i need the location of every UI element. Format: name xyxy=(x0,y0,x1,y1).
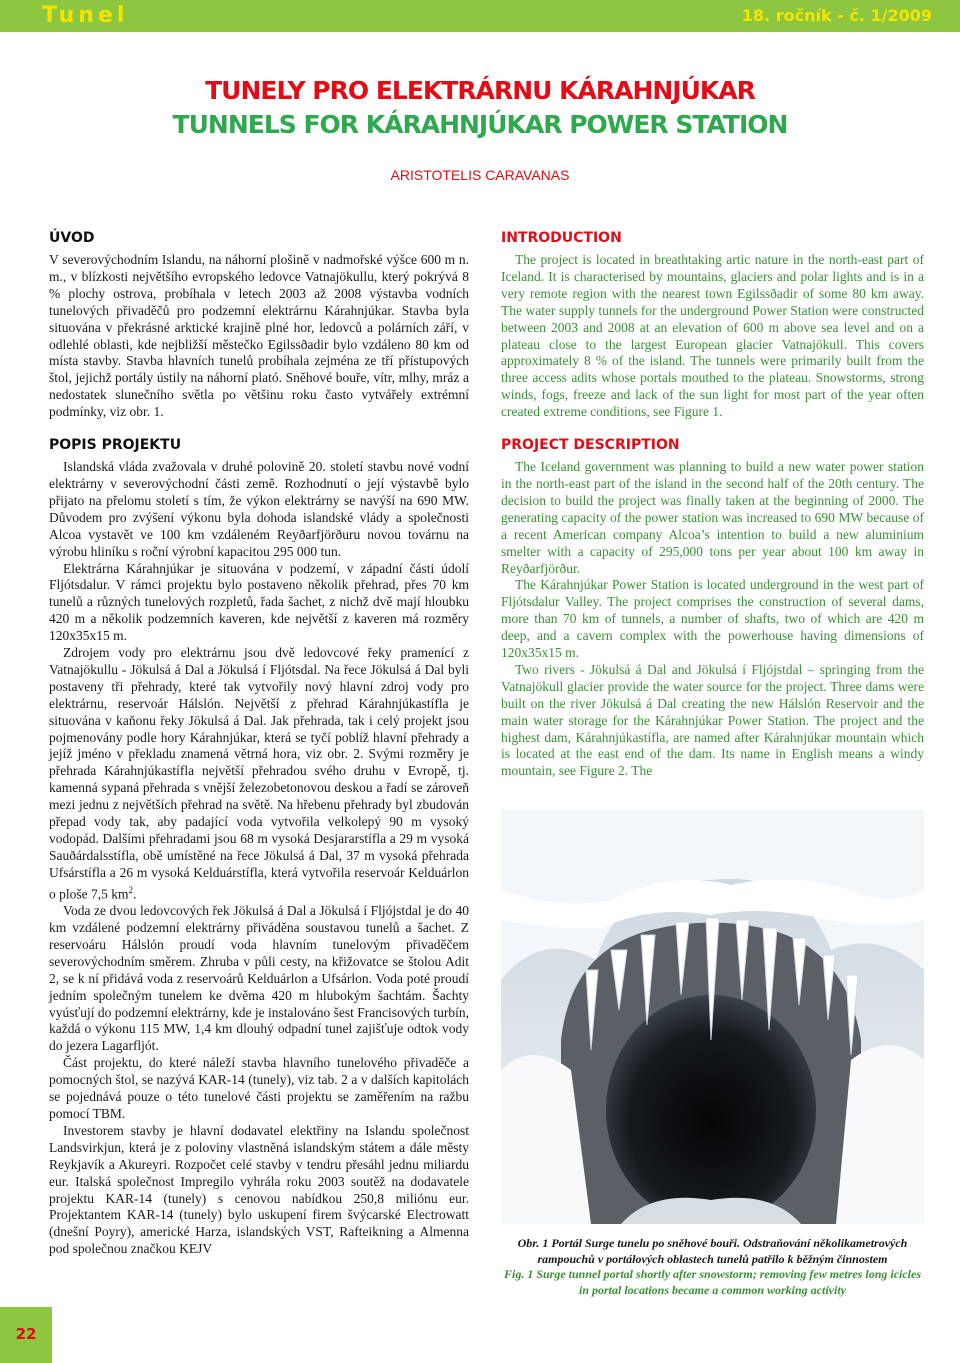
superscript: 2 xyxy=(128,884,133,895)
article-title-czech: TUNELY PRO ELEKTRÁRNU KÁRAHNJÚKAR xyxy=(205,76,755,105)
intro-heading-cz: ÚVOD xyxy=(49,230,95,246)
paragraph-cz: Elektrárna Kárahnjúkar je situována v podzemí, v západní části údolí Fljótsdalur. V rámci projektu bylo postaveno několik přehrad, přes 70 km tunelů a různých tunelových rozpletů, řada šachet, z nichž dvě mají hloubku 420 m a několik podzemních kaveren, kde největší z kaveren má rozměry 120x35x15 m. xyxy=(49,560,469,644)
project-heading-en: PROJECT DESCRIPTION xyxy=(501,437,680,454)
paragraph-en: Two rivers - Jökulsá á Dal and Jökulsá í Fljójstdal – springing from the Vatnajökull glacier provide the water source for the project. Three dams were built on the river Jökulsá á Dal creating the new Hálslón Reservoir and the main water storage for the Kárahnjúkar Power Station. The project and the highest dam, Kárahnjúkastífla, are named after Kárahnjúkar mountain which is located at the east end of the dam. Its name in English means a windy mountain, see Figure 2. The xyxy=(501,661,924,779)
figure-caption-cz: Obr. 1 Portál Surge tunelu po sněhové bouři. Odstraňování několikametrových rampouchů v portálových oblastech tunelů patřilo k běžným činnostem xyxy=(517,1236,908,1266)
paragraph-cz: Islandská vláda zvažovala v druhé polovině 20. století stavbu nové vodní elektrárny v severovýchodní části země. Rozhodnutí o její výstavbě bylo přijato na přelomu století s tím, že výkon elektrárny se navýší na 690 MW. Důvodem pro zvýšení výkonu byla dohoda islandské vlády a společnosti Alcoa vystavět ve 100 km vzdáleném Reyðarfjörðuru novou továrnu na výrobu hliníku s roční výrobní kapacitou 295 000 tun. xyxy=(49,459,469,559)
paragraph-en: The Iceland government was planning to build a new water power station in the north-east part of the island in the second half of the 20th century. The decision to build the project was finally taken at the beginning of 2000. The generating capacity of the power station was increased to 690 MW because of a recent American company Alcoa’s intention to build a new aluminium smelter with a capacity of 295,000 tons per year about 100 km away in Reyðarfjörður. xyxy=(501,459,924,576)
paragraph-cz: Část projektu, do které náleží stavba hlavního tunelového přivaděče a pomocných štol, se nazývá KAR-14 (tunely), viz tab. 2 a v dalších kapitolách se pojednává pouze o této tunelové části projektu se zaměřením na ražbu pomocí TBM. xyxy=(49,1055,469,1121)
paragraph-en: The Kárahnjúkar Power Station is located underground in the west part of Fljótsdalur Valley. The project comprises the construction of several dams, more than 70 km of tunnels, a number of shafts, two of which are 420 m deep, and a cavern complex with the powerhouse having dimensions of 120x35x15 m. xyxy=(501,577,924,661)
paragraph-cz: Zdrojem vody pro elektrárnu jsou dvě ledovcové řeky pramenící z Vatnajökullu - Jökulsá á Dal a Jökulsá í Fljótsdal. Na řece Jökulsá á Dal byli postaveny tři přehrady, které tak vytvořily nový hlavní zdroj vody pro elektrárnu, reservoár Hálslón. Největší z přehrad Kárahnjúkastífla je situována v kaňonu řeky Jökulsá á Dal. Jak přehrada, tak i celý projekt jsou pojmenovány podle hory Kárahnjúkar, která se tyčí poblíž hlavní přehrady a jejíž jméno v překladu znamená větrná hora, viz obr. 2. Svými rozměry je přehrada Kárahnjúkastífla největší přehradou svého druhu v Evropě, tj. kamenná sypaná přehrada s vnější železobetonovou deskou a řadí se zároveň mezi jednu z největších přehrad na světě. Na hřebenu přehrady byl zbudován přepad vody tak, aby padající voda vytvořila velkolepý 90 m vysoký vodopád. Dalšími přehradami jsou 68 m vysoká Desjararstífla a 29 m vysoká Sauðárdalsstífla, obě umístěné na řece Jökulsá á Dal, 37 m vysoká přehrada Ufsárstífla a 26 m vysoká Kelduárstífla, která vytvořila reservoár Kelduárlon o ploše 7,5 $km^2$. xyxy=(49,645,469,902)
tunnel-portal-illustration xyxy=(501,810,924,1224)
author: ARISTOTELIS CARAVANAS xyxy=(390,167,570,183)
issue-label: 18. ročník - č. 1/2009 xyxy=(741,6,932,25)
magazine-logo: Tunel xyxy=(42,3,129,28)
tunnel-portal-photo xyxy=(501,810,924,1224)
figure-caption xyxy=(501,1236,924,1298)
intro-paragraph-en: The project is located in breathtaking artic nature in the north-east part of Iceland. It is characterised by mountains, glaciers and polar lights and is in a very remote region with the nearest town Egilssðadir of some 80 km away. The water supply tunnels for the underground Power Station were constructed between 2003 and 2008 at an elevation of 600 m above sea level and on a plateau close to the largest European glacier Vatnajökull. This covers approximately 8 % of the island. The tunnels were primarily built from the three access adits whose portals mouthed to the plateau. Snowstorms, strong winds, fogs, freeze and lack of the sun light for most part of the year often created extreme conditions, see Figure 1. xyxy=(501,252,924,420)
paragraph-cz: Voda ze dvou ledovcových řek Jökulsá á Dal a Jökulsá í Fljójstdal je do 40 km vzdálené podzemní elektrárny přiváděna soustavou tunelů a šachet. Z reservoáru Hálslón proudí voda hlavním tunelovým přivaděčem severovýchodním směrem. Zhruba v půli cesty, na křižovatce se štolou Adit 2, se k ní přidává voda z reservoárů Kelduárlon a Ufsárlon. Voda poté proudí jedním společným tunelem ke dvěma 420 m hlubokým šachtám. Šachty vyúsťují do podzemní elektrárny, kde je instalováno šest Francisových turbín, každá o výkonu 115 MW, 1,4 km dlouhý odpadní tunel zajišťuje odtok vody do jezera Lagarfljót. xyxy=(49,903,469,1054)
intro-heading-en: INTRODUCTION xyxy=(501,230,622,246)
article-title-english: TUNNELS FOR KÁRAHNJÚKAR POWER STATION xyxy=(172,110,788,139)
english-column xyxy=(501,230,924,780)
intro-paragraph-cz: V severovýchodním Islandu, na náhorní plošině v nadmořské výšce 600 m n. m., v blízkosti největšího evropského ledovce Vatnajökullu, který pokrývá 8 % plochy ostrova, probíhala v letech 2003 až 2008 výstavba vodních tunelových přivaděčů pro podzemní elektrárnu Kárahnjúkar. Stavba byla situována v překrásné arktické krajině plné hor, ledovců a polárních září, v odlehlé oblasti, kde nejbližší městečko Egilssðadir bylo vzdáleno 80 km od místa stavby. Stavba hlavních tunelů probíhala zejména ze tří přístupových štol, jejichž portály ústily na náhorní plató. Sněhové bouře, vítr, mlhy, mráz a nedostatek slunečního světla po většinu roku často vytvářely extrémní podmínky, viz obr. 1. xyxy=(49,252,469,420)
project-heading-cz: POPIS PROJEKTU xyxy=(49,437,182,454)
czech-column xyxy=(49,230,469,1258)
page-number: 22 xyxy=(15,1325,37,1343)
figure-caption-en: Fig. 1 Surge tunnel portal shortly after snowstorm; removing few metres long icicles in portal locations became a common working activity xyxy=(503,1267,922,1297)
paragraph-cz: Investorem stavby je hlavní dodavatel elektřiny na Islandu společnost Landsvirkjun, která je z poloviny vlastněná islandským státem a dále městy Reykjavík a Akureyri. Rozpočet celé stavby v tendru přesáhl jednu miliardu eur. Italská společnost Impregilo vyhrála roku 2003 soutěž na dodavatele projektu KAR-14 (tunely) s cenovou nabídkou 250,8 miliónu eur. Projektantem KAR-14 (tunely) bylo uskupení firem švýcarské Electrowatt (dnešní Poyry), americké Harza, islandských VST, Rafteikning a Almenna pod společnou značkou KEJV xyxy=(49,1122,469,1257)
